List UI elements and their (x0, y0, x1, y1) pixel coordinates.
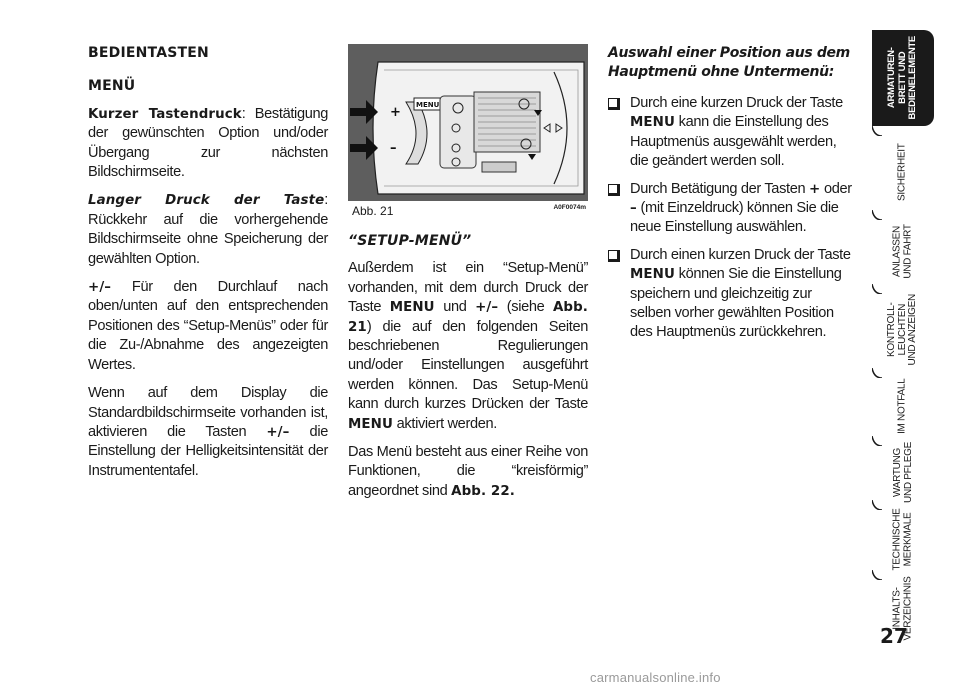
term-menu-2: MENU (348, 416, 393, 432)
term-minus: – (630, 201, 637, 217)
menu-button-label: MENU (416, 101, 440, 109)
tab-wartung[interactable] (872, 442, 934, 502)
paragraph-setup-intro (348, 259, 588, 434)
checkbox-bullet-icon (608, 250, 618, 260)
text-setup-a: Außerdem ist ein “Setup-Menü” vorhanden, mit dem durch Druck der Taste (348, 260, 588, 316)
list-item (608, 180, 854, 238)
tab-label: INHALTS- VERZEICHNIS (891, 576, 913, 640)
plus-label: + (390, 105, 401, 120)
term-menu: MENU (630, 115, 675, 131)
paragraph-brightness (88, 384, 328, 481)
tab-label: ANLASSEN UND FAHRT (891, 223, 913, 279)
ref-abb-21: Abb. 21 (348, 300, 588, 335)
control-panel-svg (348, 44, 588, 201)
page-number: 27 (880, 624, 908, 648)
section-heading-bedientasten: BEDIENTASTEN (88, 45, 209, 61)
term-plus-minus-3: +/– (475, 300, 499, 316)
term-long-press: Langer Druck der Taste (88, 193, 325, 209)
text-plus-minus: Für den Durchlauf nach oben/unten auf den entsprechenden Positionen des “Setup-Menüs” oder für die Zu-/Abnahme des angezeigten Wertes. (88, 279, 328, 373)
list-item (608, 246, 854, 343)
item-text: Durch eine kurzen Druck der Taste (630, 95, 843, 111)
item-text: Durch Betätigung der Tasten (630, 180, 809, 197)
term-menu-1: MENU (389, 300, 435, 316)
term-short-press: Kurzer Tastendruck (88, 106, 242, 122)
column-bedientasten (88, 44, 328, 490)
tab-kontrollleuchten[interactable] (872, 290, 934, 370)
tab-label: SICHERHEIT (896, 143, 908, 201)
text-circular-a: Das Menü besteht aus einer Reihe von Funktionen, die “kreisförmig” angeordnet sind (348, 444, 588, 499)
text-brightness-b: die Einstellung der Helligkeitsintensität der Instrumententafel. (88, 423, 328, 479)
tab-anlassen[interactable] (872, 216, 934, 286)
text-setup-c: und (434, 299, 476, 316)
tab-label: IM NOTFALL (896, 378, 908, 434)
paragraph-long-press (88, 191, 328, 269)
section-heading-main-menu: Auswahl einer Position aus dem Hauptmenü ohne Untermenü: (608, 45, 850, 80)
tab-im-notfall[interactable] (872, 374, 934, 438)
tab-label: TECHNISCHE MERKMALE (891, 507, 914, 571)
item-text: oder (820, 180, 852, 197)
term-plus-minus: +/– (88, 280, 112, 296)
column-main-menu-selection (608, 44, 854, 351)
text-short-press: : Bestätigung der gewünschten Option und/oder Übergang zur nächsten Bildschirmseite. (88, 105, 329, 181)
item-text: können Sie die Einstellung speichern und gleichzeitig zur selben vorher gewählten Position des Hauptmenüs zurückkehren. (630, 266, 842, 341)
tab-label: KONTROLL- LEUCHTEN UND ANZEIGEN (886, 294, 919, 366)
tab-label: WARTUNG UND PFLEGE (891, 441, 913, 503)
text-long-press: : Rückkehr auf die vorhergehende Bildschirmseite ohne Speicherung der gewählten Option. (88, 192, 328, 267)
item-text: Durch einen kurzen Druck der Taste (630, 246, 851, 263)
text-setup-f: aktiviert werden. (392, 415, 497, 432)
section-heading-menu: MENÜ (88, 78, 136, 95)
tab-armaturenbrett[interactable] (872, 30, 934, 126)
tab-label: ARMATUREN- BRETT UND BEDIENELEMENTE (886, 36, 919, 120)
checkbox-bullet-icon (608, 98, 618, 108)
ref-abb-22: Abb. 22. (451, 483, 515, 499)
tab-sicherheit[interactable] (872, 132, 934, 212)
term-menu: MENU (630, 267, 675, 283)
paragraph-short-press (88, 105, 328, 183)
list-item (608, 94, 854, 172)
item-text: kann die Einstellung des Hauptmenüs ausgewählt werden, die geändert werden soll. (630, 114, 837, 170)
text-setup-d: (siehe (498, 299, 553, 316)
column-setup-menu (348, 232, 588, 510)
term-plus-minus-2: +/– (266, 424, 290, 440)
instruction-list (608, 94, 854, 343)
figure-abb-21 (348, 44, 588, 219)
control-panel-illustration (348, 44, 588, 201)
section-heading-setup-menu: “SETUP-MENÜ” (348, 233, 472, 249)
term-plus: + (808, 181, 821, 197)
minus-label: – (390, 141, 397, 156)
figure-code: A0F0074m (553, 204, 586, 211)
checkbox-bullet-icon (608, 184, 618, 194)
figure-caption: Abb. 21 (352, 204, 394, 218)
paragraph-circular (348, 443, 588, 501)
tab-technische-merkmale[interactable] (872, 506, 934, 572)
text-setup-e: ) die auf den folgenden Seiten beschriebenen Regulierungen und/oder Einstellungen ausgeführt werden können. Das Setup-Menü kann durch kurzes Drücken der Taste (348, 318, 588, 413)
item-text: (mit Einzeldruck) können Sie die neue Einstellung auswählen. (630, 200, 839, 236)
watermark: carmanualsonline.info (590, 670, 721, 685)
paragraph-plus-minus (88, 278, 328, 375)
text-brightness-a: Wenn auf dem Display die Standardbildschirmseite vorhanden ist, aktivieren die Tasten (88, 385, 328, 440)
